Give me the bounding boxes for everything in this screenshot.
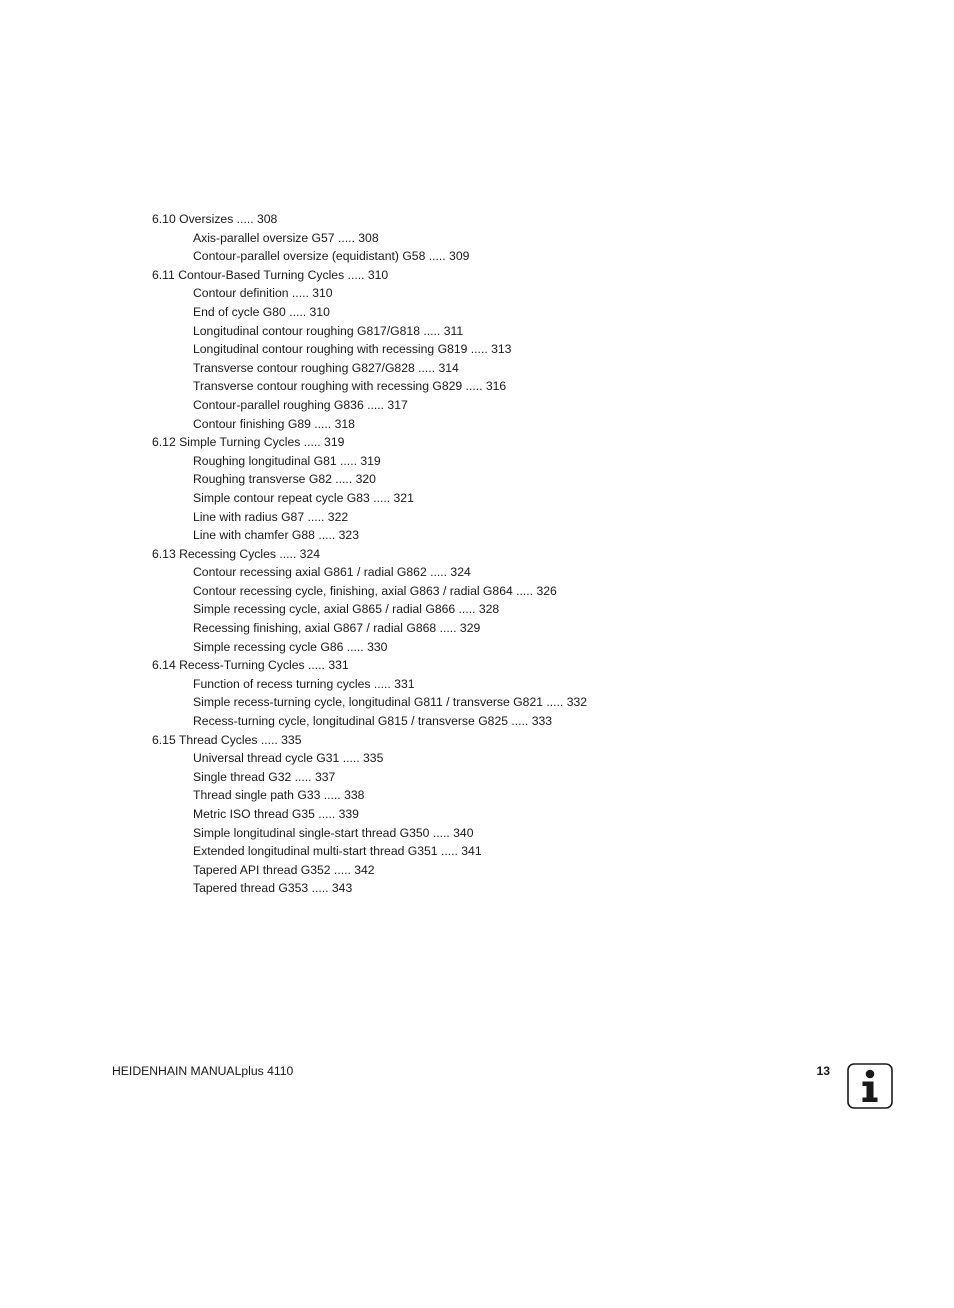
toc-subsection-entry: Simple recessing cycle, axial G865 / radial G866 ..... 328 [193,602,500,617]
toc-subsection-entry: Contour recessing cycle, finishing, axial G863 / radial G864 ..... 326 [193,583,557,598]
toc-subsection-entry: Contour finishing G89 ..... 318 [193,416,355,431]
toc-subsection-entry: Roughing longitudinal G81 ..... 319 [193,453,381,468]
toc-section-entry: 6.14 Recess-Turning Cycles ..... 331 [152,658,349,673]
toc-subsection-entry: Line with radius G87 ..... 322 [193,509,349,524]
toc-subsection-entry: Axis-parallel oversize G57 ..... 308 [193,230,379,245]
toc-subsection-entry: Contour-parallel roughing G836 ..... 317 [193,397,408,412]
toc-subsection-entry: Longitudinal contour roughing G817/G818 ..... 311 [193,323,464,338]
toc-subsection-entry: Simple contour repeat cycle G83 ..... 321 [193,490,414,505]
toc-subsection-entry: Extended longitudinal multi-start thread G351 ..... 341 [193,844,482,859]
toc-subsection-entry: Contour definition ..... 310 [193,286,333,301]
document-title: HEIDENHAIN MANUALplus 4110 [112,1064,294,1078]
toc-subsection-entry: Function of recess turning cycles ..... 331 [193,676,415,691]
toc-subsection-entry: End of cycle G80 ..... 310 [193,304,330,319]
toc-subsection-entry: Simple recess-turning cycle, longitudinal G811 / transverse G821 ..... 332 [193,695,588,710]
page-number: 13 [816,1064,830,1078]
toc-section-entry: 6.10 Oversizes ..... 308 [152,212,278,226]
toc-subsection-entry: Simple recessing cycle G86 ..... 330 [193,639,388,654]
toc-section-entry: 6.11 Contour-Based Turning Cycles ..... 310 [152,267,389,282]
toc-section-entry: 6.15 Thread Cycles ..... 335 [152,732,302,747]
toc-subsection-entry: Contour-parallel oversize (equidistant) G58 ..... 309 [193,249,470,264]
toc-subsection-entry: Transverse contour roughing G827/G828 ..... 314 [193,360,459,375]
toc-subsection-entry: Single thread G32 ..... 337 [193,769,336,784]
toc-subsection-entry: Tapered thread G353 ..... 343 [193,881,353,896]
toc-subsection-entry: Transverse contour roughing with recessing G829 ..... 316 [193,379,507,394]
toc-subsection-entry: Longitudinal contour roughing with recessing G819 ..... 313 [193,342,512,357]
toc-subsection-entry: Simple longitudinal single-start thread G350 ..... 340 [193,825,474,840]
toc-subsection-entry: Universal thread cycle G31 ..... 335 [193,751,384,766]
toc-subsection-entry: Tapered API thread G352 ..... 342 [193,862,375,877]
toc-subsection-entry: Recessing finishing, axial G867 / radial G868 ..... 329 [193,621,481,636]
toc-section-entry: 6.12 Simple Turning Cycles ..... 319 [152,435,345,450]
info-icon [847,1063,893,1109]
toc-subsection-entry: Recess-turning cycle, longitudinal G815 / transverse G825 ..... 333 [193,714,553,729]
toc-subsection-entry: Roughing transverse G82 ..... 320 [193,472,376,487]
toc-subsection-entry: Line with chamfer G88 ..... 323 [193,528,359,543]
toc-subsection-entry: Metric ISO thread G35 ..... 339 [193,807,359,821]
toc-section-entry: 6.13 Recessing Cycles ..... 324 [152,546,321,561]
table-of-contents [152,210,852,898]
toc-subsection-entry: Thread single path G33 ..... 338 [193,788,365,803]
toc-subsection-entry: Contour recessing axial G861 / radial G862 ..... 324 [193,565,471,580]
